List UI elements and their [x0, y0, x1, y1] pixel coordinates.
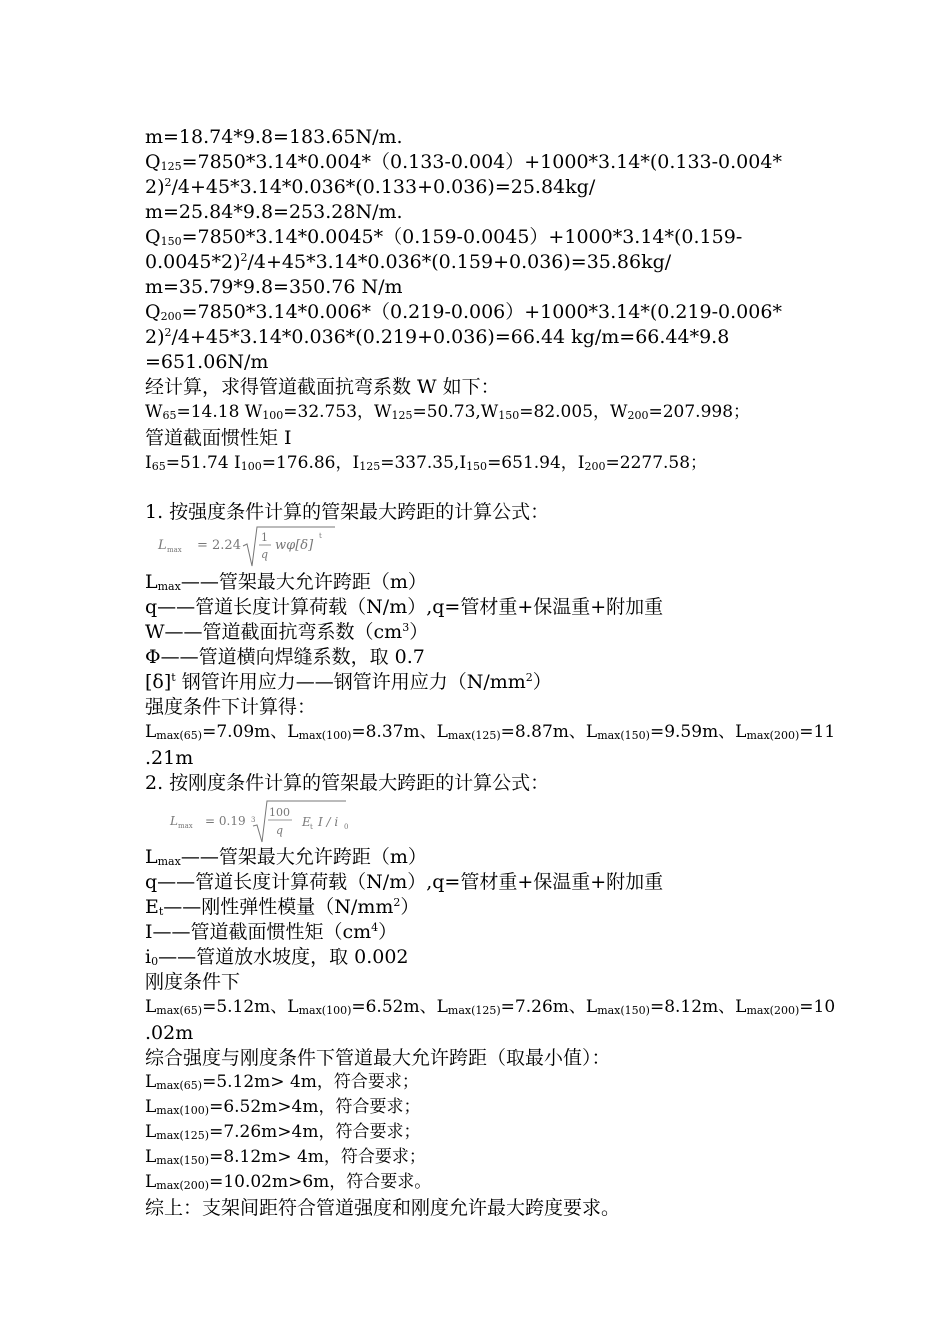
text-run: ） [409, 621, 429, 643]
text-run: L [145, 1147, 157, 1167]
text-run: ——刚性弹性模量（N/mm [163, 896, 394, 918]
text-run: max(150) [156, 1154, 210, 1167]
text-run: i [145, 946, 152, 968]
line-m125 [145, 128, 403, 147]
stiffness-formula [168, 798, 358, 844]
line-s2-i [145, 923, 397, 942]
text-run: 100 [240, 460, 262, 473]
text-run: max(65) [156, 1079, 203, 1092]
text-run: =337.35,I [380, 453, 467, 473]
strength-formula [155, 524, 335, 570]
text-run: =7850*3.14*0.0045*（0.159-0.0045）+1000*3.14*(0.159- [181, 226, 743, 248]
text-run: L [145, 1172, 157, 1192]
text-run: =5.12m> 4m，符合要求； [202, 1072, 419, 1092]
text-run: L [145, 1072, 157, 1092]
line-s1-result-a [145, 724, 835, 741]
text-run: 150 [160, 235, 182, 248]
text-run: =9.59m、L [649, 722, 747, 742]
text-run: max(65) [156, 729, 203, 742]
line-i-intro [145, 429, 292, 448]
text-run: max(100) [298, 1004, 352, 1017]
text-run: 125 [160, 160, 182, 173]
text-run: m=35.79*9.8=350.76 N/m [145, 276, 403, 298]
line-c-200 [145, 1174, 431, 1191]
text-run: /4+45*3.14*0.036*(0.159+0.036)=35.86kg/ [247, 251, 672, 273]
text-run: L [145, 846, 158, 868]
text-run: =51.74 I [165, 453, 241, 473]
text-run: 65 [151, 460, 166, 473]
text-run: max(100) [156, 1104, 210, 1117]
text-run: max(100) [298, 729, 352, 742]
text-run: ） [400, 896, 420, 918]
text-run: max(125) [156, 1129, 210, 1142]
line-s1-phi [145, 648, 425, 667]
line-q125b [145, 178, 595, 197]
text-run: 125 [391, 409, 413, 422]
text-run: Φ——管道横向焊缝系数，取 0.7 [145, 646, 425, 668]
text-run: 2 [525, 671, 533, 684]
text-run: max(65) [156, 1004, 203, 1017]
text-run: m=18.74*9.8=183.65N/m. [145, 126, 403, 148]
text-run: E [145, 896, 159, 918]
text-run: L [145, 722, 157, 742]
line-s1-lmax [145, 573, 427, 592]
line-m200 [145, 278, 403, 297]
text-run: max(125) [447, 729, 501, 742]
text-run: 150 [466, 460, 488, 473]
text-run: =14.18 W [176, 402, 263, 422]
text-run: /4+45*3.14*0.036*(0.133+0.036)=25.84kg/ [171, 176, 596, 198]
text-run: 200 [160, 310, 182, 323]
text-run: =10 [799, 997, 836, 1017]
text-run: ） [532, 671, 552, 693]
text-run: =6.52m>4m，符合要求； [209, 1097, 421, 1117]
text-run: =5.12m、L [202, 997, 299, 1017]
text-run: =8.37m、L [351, 722, 448, 742]
line-s1-delta [145, 673, 552, 692]
text-run: 2 [240, 251, 248, 264]
text-run: =7850*3.14*0.006*（0.219-0.006）+1000*3.14*(0.219-0.006* [181, 301, 782, 323]
line-q200a [145, 303, 782, 322]
line-s2-i0 [145, 948, 409, 967]
line-m150 [145, 203, 403, 222]
text-run: L [145, 1122, 157, 1142]
text-run: =8.12m、L [649, 997, 747, 1017]
text-run: 综合强度与刚度条件下管道最大允许跨距（取最小值）： [145, 1047, 611, 1069]
line-s1-result-b [145, 749, 193, 768]
text-run: max(200) [746, 1004, 800, 1017]
text-run: t [171, 671, 176, 684]
text-run: max(200) [156, 1179, 210, 1192]
line-w-intro [145, 378, 500, 397]
text-run: I——管道截面惯性矩（cm [145, 921, 372, 943]
line-s1-q [145, 598, 663, 617]
text-run: Q [145, 301, 161, 323]
line-s2-result-intro [145, 973, 240, 992]
line-s2-q [145, 873, 663, 892]
text-run: W——管道截面抗弯系数（cm [145, 621, 403, 643]
text-run: =7.26m>4m，符合要求； [209, 1122, 421, 1142]
formula1-rest: wφ[δ] [275, 538, 314, 553]
text-run: L [145, 1097, 157, 1117]
formula2-rest2-sub: 0 [344, 823, 349, 831]
line-s2-et [145, 898, 419, 917]
text-run: 2) [145, 326, 165, 348]
line-conclusion [145, 1199, 620, 1218]
text-run: =11 [799, 722, 836, 742]
text-run: 2) [145, 176, 165, 198]
line-q125a [145, 153, 782, 172]
line-s1-result-intro [145, 698, 316, 717]
formula2-lhs-sub: max [178, 822, 193, 830]
formula2-rest2: I / i [318, 815, 339, 829]
text-run: 管道截面惯性矩 I [145, 427, 292, 449]
line-q200c [145, 353, 268, 372]
formula2-den: q [276, 824, 284, 837]
text-run: =8.87m、L [500, 722, 598, 742]
text-run: =207.998； [648, 402, 751, 422]
text-run: 125 [359, 460, 381, 473]
line-s2-result-b [145, 1024, 193, 1043]
text-run: L [145, 997, 157, 1017]
text-run: 200 [584, 460, 606, 473]
text-run: 2 [164, 176, 172, 189]
text-run: Q [145, 151, 161, 173]
text-run: 强度条件下计算得： [145, 696, 317, 718]
text-run: max(150) [597, 1004, 650, 1017]
line-s2-result-a [145, 999, 835, 1016]
text-run: =32.753，W [283, 402, 392, 422]
text-run: 4 [371, 921, 379, 934]
line-c-150 [145, 1149, 426, 1166]
text-run: =10.02m>6m，符合要求。 [209, 1172, 432, 1192]
text-run: 综上：支架间距符合管道强度和刚度允许最大跨度要求。 [145, 1197, 621, 1219]
text-run: t [158, 905, 164, 918]
line-c-65 [145, 1074, 419, 1091]
text-run: 100 [262, 409, 284, 422]
text-run: L [145, 571, 158, 593]
text-run: 0 [151, 955, 159, 968]
text-run: 200 [627, 409, 649, 422]
text-run: max(150) [597, 729, 650, 742]
text-run: =651.94，I [487, 453, 585, 473]
line-w-values [145, 404, 750, 421]
text-run: 2 [393, 896, 401, 909]
text-run: max(200) [746, 729, 800, 742]
text-run: [δ] [145, 671, 172, 693]
text-run: =176.86，I [261, 453, 360, 473]
section2-heading: 2. 按刚度条件计算的管架最大跨距的计算公式： [145, 772, 550, 794]
text-run: =7850*3.14*0.004*（0.133-0.004）+1000*3.14*(0.133-0.004* [181, 151, 782, 173]
formula2-lhs: L [170, 814, 178, 828]
formula1-coef: = 2.24 [197, 538, 241, 553]
formula2-coef: = 0.19 [205, 814, 246, 828]
formula2-num: 100 [269, 806, 290, 819]
formula2-root-index: 3 [251, 816, 256, 824]
text-run: ——管架最大允许跨距（m） [180, 846, 427, 868]
text-run: =8.12m> 4m，符合要求； [209, 1147, 426, 1167]
text-run: W [145, 402, 163, 422]
formula1-den: q [261, 548, 269, 561]
text-run: max [157, 580, 181, 593]
formula1-lhs: L [158, 538, 167, 553]
text-run: =2277.58； [605, 453, 708, 473]
section1-heading: 1. 按强度条件计算的管架最大跨距的计算公式： [145, 501, 550, 523]
text-run: 150 [498, 409, 520, 422]
formula1-rest-sup: t [319, 532, 322, 540]
line-combined-intro [145, 1049, 611, 1068]
text-run: =7.26m、L [500, 997, 598, 1017]
line-c-100 [145, 1099, 420, 1116]
text-run: 刚度条件下 [145, 971, 241, 993]
text-run: ） [378, 921, 398, 943]
line-c-125 [145, 1124, 420, 1141]
text-run: 0.0045*2) [145, 251, 241, 273]
text-run: q——管道长度计算荷载（N/m）,q=管材重+保温重+附加重 [145, 871, 664, 893]
text-run: Q [145, 226, 161, 248]
line-q150b [145, 253, 671, 272]
text-run: max [157, 855, 181, 868]
text-run: m=25.84*9.8=253.28N/m. [145, 201, 403, 223]
formula1-lhs-sub: max [167, 546, 182, 554]
text-run: q——管道长度计算荷载（N/m）,q=管材重+保温重+附加重 [145, 596, 664, 618]
text-run: =651.06N/m [145, 351, 269, 373]
line-s1-w [145, 623, 428, 642]
text-run: 65 [162, 409, 177, 422]
text-run: ——管架最大允许跨距（m） [180, 571, 427, 593]
text-run: =7.09m、L [202, 722, 299, 742]
line-q150a [145, 228, 742, 247]
text-run: 3 [402, 621, 410, 634]
text-run: 2 [164, 326, 172, 339]
text-run: .21m [145, 747, 194, 769]
formula2-rest-sub: t [310, 823, 313, 831]
text-run: =6.52m、L [351, 997, 448, 1017]
formula2-rest: E [302, 815, 311, 829]
formula1-num: 1 [261, 531, 268, 544]
text-run: .02m [145, 1022, 194, 1044]
text-run: =82.005，W [519, 402, 628, 422]
line-q200b [145, 328, 729, 347]
text-run: 钢管许用应力——钢管许用应力（N/mm [175, 671, 526, 693]
text-run: 经计算，求得管道截面抗弯系数 W 如下： [145, 376, 500, 398]
text-run: ——管道放水坡度，取 0.002 [158, 946, 409, 968]
line-i-values [145, 455, 707, 472]
text-run: max(125) [447, 1004, 501, 1017]
text-run: /4+45*3.14*0.036*(0.219+0.036)=66.44 kg/m=66.44*9.8 [171, 326, 730, 348]
text-run: I [145, 453, 152, 473]
line-s2-lmax [145, 848, 427, 867]
text-run: =50.73,W [412, 402, 499, 422]
